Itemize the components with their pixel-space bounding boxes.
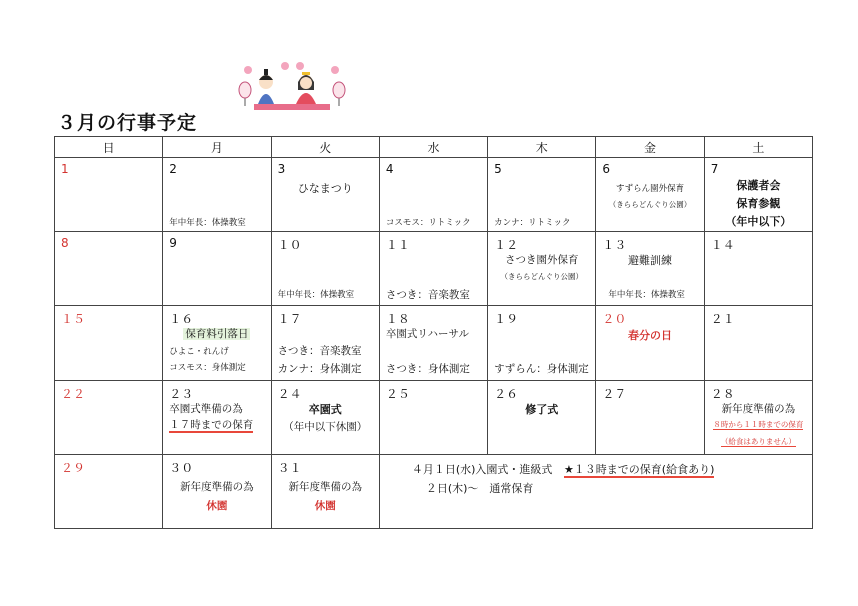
event-text: すずらん：身体測定 [494,363,589,376]
day-cell [55,454,163,528]
event-text: 年中年長：体操教室 [608,290,685,301]
day-number: ２０ [602,312,627,327]
day-cell [163,232,271,306]
day-cell [55,158,163,232]
event-text: さつき：音楽教室 [277,345,362,358]
event-text: さつき園外保育 [505,254,579,267]
day-number: 4 [385,162,394,177]
week-row [55,454,813,528]
day-cell [596,232,704,306]
day-cell [271,380,379,454]
day-cell [271,454,379,528]
day-cell [271,306,379,380]
hina-dolls-icon [236,60,348,112]
week-row [55,380,813,454]
event-text: さつき：音楽教室 [385,289,470,302]
event-text: ひなまつり [297,182,353,196]
event-text: すずらん園外保育 [616,184,685,195]
day-number: １４ [710,238,735,253]
day-number: ２８ [710,386,735,401]
weekday-header: 月 [163,137,271,158]
day-cell [379,306,487,380]
day-cell [704,306,812,380]
event-text: （きららどんぐり公園） [500,272,584,282]
april-notice-cell [379,454,812,528]
event-text: 保護者会 [736,179,781,193]
event-text: （きららどんぐり公園） [608,200,692,210]
day-number: ２９ [61,460,86,475]
day-number: 9 [169,236,177,251]
day-cell [163,454,271,528]
day-number: 8 [61,236,69,251]
day-number: １１ [385,238,410,253]
day-cell [55,232,163,306]
day-cell [596,306,704,380]
week-row [55,306,813,380]
closed-label: 休園 [314,499,336,512]
day-number: １０ [277,238,302,253]
event-text: 新年度準備の為 [180,480,254,493]
day-cell [488,232,596,306]
week-row [55,158,813,232]
event-text: カンナ：リトミック [494,218,571,229]
event-text: 新年度準備の為 [288,480,362,493]
event-text: コスモス：リトミック [385,218,471,229]
event-text: 年中年長：体操教室 [277,290,355,301]
day-number: ３１ [277,460,302,475]
day-number: 7 [710,162,719,177]
day-cell [55,306,163,380]
day-number: ２７ [602,386,627,401]
weekday-header: 金 [596,137,704,158]
weekday-header: 水 [379,137,487,158]
day-number: １８ [385,312,410,327]
event-text: ひよこ・れんげ [169,347,229,358]
day-cell [704,380,812,454]
day-number: １７ [277,312,302,327]
page-title: ３月の行事予定 [57,112,198,134]
day-number: １５ [61,312,86,327]
day-number: ２５ [385,386,410,401]
day-cell [596,380,704,454]
day-cell [55,380,163,454]
event-text: 卒園式 [308,402,342,416]
weekday-header: 木 [488,137,596,158]
day-cell [271,158,379,232]
closed-label: 休園 [206,499,228,512]
event-text: （給食はありません） [720,436,796,446]
day-number: １９ [494,312,519,327]
day-number: ２３ [169,386,194,401]
day-cell [704,232,812,306]
day-number: １３ [602,238,627,253]
weekday-header-row [55,137,813,158]
event-text: 保育料引落日 [185,328,249,341]
day-number: ２１ [710,312,735,327]
day-number: ２４ [277,386,302,401]
event-text: さつき：身体測定 [385,363,470,376]
event-text: 卒園式準備の為 [169,402,243,415]
day-cell [596,158,704,232]
day-cell [379,380,487,454]
event-text: ８時から１１時までの保育 [713,419,804,429]
april-notice-line [412,461,715,477]
event-text: １７時までの保育 [169,418,254,431]
day-number: 3 [277,162,286,177]
event-text: 避難訓練 [628,254,673,268]
april-entrance-ceremony: ４月１日(水)入園式・進級式 [411,462,553,476]
weekday-header: 日 [55,137,163,158]
event-text: 保育参観 [736,197,781,211]
day-number: 2 [169,162,177,177]
day-number: 1 [61,162,69,177]
day-cell [163,380,271,454]
day-cell [488,306,596,380]
day-number: 6 [602,162,611,177]
weekday-header: 火 [271,137,379,158]
day-cell [488,158,596,232]
weekday-header: 土 [704,137,812,158]
day-number: ３０ [169,460,194,475]
event-text: 卒園式リハーサル [385,328,470,341]
day-cell [379,158,487,232]
day-number: １６ [169,312,194,327]
day-number: ２６ [494,386,519,401]
event-text: カンナ：身体測定 [277,363,362,376]
event-text: （年中以下） [725,215,792,229]
day-cell [704,158,812,232]
day-cell [271,232,379,306]
day-cell [379,232,487,306]
event-text: 年中年長：体操教室 [169,218,246,229]
event-text: コスモス：身体測定 [169,363,246,374]
week-row [55,232,813,306]
event-text: 修了式 [525,402,559,416]
day-cell [163,158,271,232]
day-cell [488,380,596,454]
event-text: （年中以下休園） [283,420,368,433]
april-half-day-note: ★１３時までの保育(給食あり) [563,462,715,476]
calendar-table [54,136,813,529]
day-cell [163,306,271,380]
day-number: ２２ [61,386,86,401]
holiday-label: 春分の日 [628,329,673,343]
event-text: 新年度準備の為 [721,402,796,415]
day-number: １２ [494,238,519,253]
day-number: 5 [494,162,502,177]
april-normal-care: ２日(木)～ 通常保育 [425,481,534,495]
